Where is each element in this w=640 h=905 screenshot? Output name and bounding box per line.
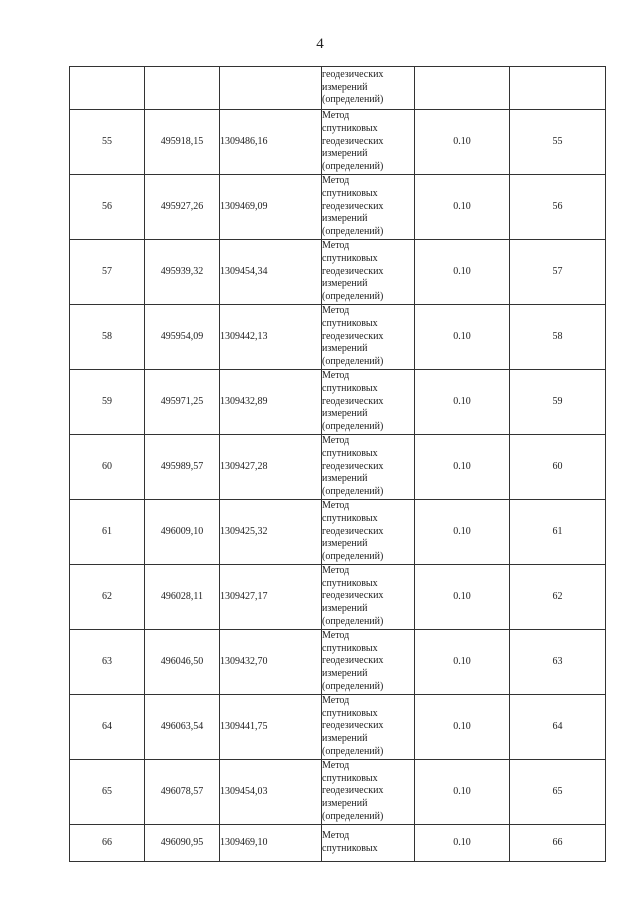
continuation-method-cell <box>322 67 415 110</box>
method-line: Метод <box>322 759 350 771</box>
y-coordinate-cell: 1309441,75 <box>220 694 322 759</box>
method-line: геодезических <box>322 525 384 537</box>
method-line: геодезических <box>322 265 384 277</box>
x-coordinate-cell: 496009,10 <box>145 499 220 564</box>
point-number-cell: 56 <box>70 174 145 239</box>
method-line: измерений <box>322 798 368 810</box>
reference-number-cell: 65 <box>510 759 606 824</box>
point-number-cell: 64 <box>70 694 145 759</box>
method-line: геодезических <box>322 720 384 732</box>
method-line: (определений) <box>322 291 384 303</box>
table-row <box>70 499 606 564</box>
x-coordinate-cell: 496028,11 <box>145 564 220 629</box>
reference-number-cell: 64 <box>510 694 606 759</box>
method-line: спутниковых <box>322 772 378 784</box>
y-coordinate-cell: 1309454,34 <box>220 239 322 304</box>
method-line: спутниковых <box>322 187 378 199</box>
method-cell <box>322 304 415 369</box>
x-coordinate-cell: 496090,95 <box>145 824 220 861</box>
y-coordinate-cell: 1309454,03 <box>220 759 322 824</box>
method-line: Метод <box>322 694 350 706</box>
method-line: измерений <box>322 538 368 550</box>
point-number-cell: 63 <box>70 629 145 694</box>
y-coordinate-cell: 1309442,13 <box>220 304 322 369</box>
y-coordinate-cell: 1309486,16 <box>220 110 322 175</box>
reference-number-cell: 55 <box>510 110 606 175</box>
y-coordinate-cell: 1309432,89 <box>220 369 322 434</box>
method-line: спутниковых <box>322 252 378 264</box>
method-line: измерений <box>322 278 368 290</box>
y-coordinate-cell: 1309427,17 <box>220 564 322 629</box>
accuracy-cell: 0.10 <box>415 824 510 861</box>
method-cell <box>322 239 415 304</box>
method-line: Метод <box>322 499 350 511</box>
table-row <box>70 629 606 694</box>
method-cell <box>322 499 415 564</box>
method-line: геодезических <box>322 460 384 472</box>
method-line: геодезических <box>322 785 384 797</box>
continuation-row <box>70 67 606 110</box>
method-line: измерений <box>322 81 368 93</box>
table-row <box>70 564 606 629</box>
method-line: геодезических <box>322 135 384 147</box>
method-line: спутниковых <box>322 317 378 329</box>
method-cell <box>322 694 415 759</box>
x-coordinate-cell: 496078,57 <box>145 759 220 824</box>
table-row <box>70 694 606 759</box>
accuracy-cell: 0.10 <box>415 564 510 629</box>
table-row <box>70 369 606 434</box>
x-coordinate-cell: 495939,32 <box>145 239 220 304</box>
method-line: (определений) <box>322 226 384 238</box>
table-row <box>70 759 606 824</box>
x-coordinate-cell: 496063,54 <box>145 694 220 759</box>
method-line: геодезических <box>322 590 384 602</box>
method-line: Метод <box>322 629 350 641</box>
reference-number-cell: 61 <box>510 499 606 564</box>
method-line: измерений <box>322 603 368 615</box>
method-line: Метод <box>322 239 350 251</box>
table-row <box>70 824 606 861</box>
method-line: Метод <box>322 110 350 121</box>
method-line: (определений) <box>322 551 384 563</box>
method-line: измерений <box>322 213 368 225</box>
accuracy-cell: 0.10 <box>415 304 510 369</box>
method-line: геодезических <box>322 68 384 80</box>
y-coordinate-cell: 1309425,32 <box>220 499 322 564</box>
page-number: 4 <box>316 36 324 52</box>
table-row <box>70 434 606 499</box>
method-line: геодезических <box>322 330 384 342</box>
method-cell <box>322 110 415 175</box>
x-coordinate-cell: 495927,26 <box>145 174 220 239</box>
accuracy-cell: 0.10 <box>415 434 510 499</box>
method-line: геодезических <box>322 200 384 212</box>
reference-number-cell: 63 <box>510 629 606 694</box>
method-line: спутниковых <box>322 512 378 524</box>
method-cell <box>322 824 415 861</box>
method-line: (определений) <box>322 746 384 758</box>
method-cell <box>322 174 415 239</box>
accuracy-cell: 0.10 <box>415 499 510 564</box>
method-line: спутниковых <box>322 447 378 459</box>
method-line: измерений <box>322 668 368 680</box>
x-coordinate-cell: 495918,15 <box>145 110 220 175</box>
x-coordinate-cell: 495971,25 <box>145 369 220 434</box>
continuation-num-cell <box>70 67 145 110</box>
method-line: измерений <box>322 473 368 485</box>
method-line: спутниковых <box>322 842 378 854</box>
method-line: спутниковых <box>322 577 378 589</box>
y-coordinate-cell: 1309469,09 <box>220 174 322 239</box>
y-coordinate-cell: 1309469,10 <box>220 824 322 861</box>
x-coordinate-cell: 495989,57 <box>145 434 220 499</box>
method-line: (определений) <box>322 681 384 693</box>
point-number-cell: 60 <box>70 434 145 499</box>
method-cell <box>322 629 415 694</box>
continuation-ref-cell <box>510 67 606 110</box>
method-line: (определений) <box>322 811 384 823</box>
method-line: Метод <box>322 369 350 381</box>
method-line: измерений <box>322 733 368 745</box>
method-line: (определений) <box>322 421 384 433</box>
method-line: (определений) <box>322 486 384 498</box>
coordinates-table <box>69 66 606 862</box>
point-number-cell: 65 <box>70 759 145 824</box>
reference-number-cell: 59 <box>510 369 606 434</box>
coordinates-table-body <box>70 67 606 862</box>
method-line: (определений) <box>322 161 384 173</box>
method-line: (определений) <box>322 356 384 368</box>
reference-number-cell: 57 <box>510 239 606 304</box>
x-coordinate-cell: 495954,09 <box>145 304 220 369</box>
point-number-cell: 61 <box>70 499 145 564</box>
y-coordinate-cell: 1309432,70 <box>220 629 322 694</box>
method-line: измерений <box>322 343 368 355</box>
method-line: (определений) <box>322 94 384 106</box>
method-cell <box>322 564 415 629</box>
method-line: измерений <box>322 408 368 420</box>
method-line: Метод <box>322 174 350 186</box>
method-cell <box>322 434 415 499</box>
accuracy-cell: 0.10 <box>415 629 510 694</box>
method-line: геодезических <box>322 395 384 407</box>
method-line: спутниковых <box>322 122 378 134</box>
table-row <box>70 174 606 239</box>
point-number-cell: 66 <box>70 824 145 861</box>
point-number-cell: 57 <box>70 239 145 304</box>
reference-number-cell: 62 <box>510 564 606 629</box>
method-line: (определений) <box>322 616 384 628</box>
reference-number-cell: 56 <box>510 174 606 239</box>
method-cell <box>322 759 415 824</box>
accuracy-cell: 0.10 <box>415 759 510 824</box>
reference-number-cell: 58 <box>510 304 606 369</box>
continuation-accuracy-cell <box>415 67 510 110</box>
method-line: геодезических <box>322 655 384 667</box>
table-row <box>70 239 606 304</box>
method-line: измерений <box>322 148 368 160</box>
method-line: спутниковых <box>322 382 378 394</box>
accuracy-cell: 0.10 <box>415 110 510 175</box>
continuation-x-cell <box>145 67 220 110</box>
accuracy-cell: 0.10 <box>415 694 510 759</box>
method-line: Метод <box>322 304 350 316</box>
point-number-cell: 58 <box>70 304 145 369</box>
accuracy-cell: 0.10 <box>415 239 510 304</box>
method-line: Метод <box>322 564 350 576</box>
method-line: спутниковых <box>322 642 378 654</box>
point-number-cell: 59 <box>70 369 145 434</box>
reference-number-cell: 66 <box>510 824 606 861</box>
table-row <box>70 304 606 369</box>
y-coordinate-cell: 1309427,28 <box>220 434 322 499</box>
point-number-cell: 55 <box>70 110 145 175</box>
method-line: Метод <box>322 830 350 842</box>
table-row <box>70 110 606 175</box>
point-number-cell: 62 <box>70 564 145 629</box>
method-line: Метод <box>322 434 350 446</box>
reference-number-cell: 60 <box>510 434 606 499</box>
accuracy-cell: 0.10 <box>415 174 510 239</box>
continuation-y-cell <box>220 67 322 110</box>
method-line: спутниковых <box>322 707 378 719</box>
x-coordinate-cell: 496046,50 <box>145 629 220 694</box>
accuracy-cell: 0.10 <box>415 369 510 434</box>
method-cell <box>322 369 415 434</box>
